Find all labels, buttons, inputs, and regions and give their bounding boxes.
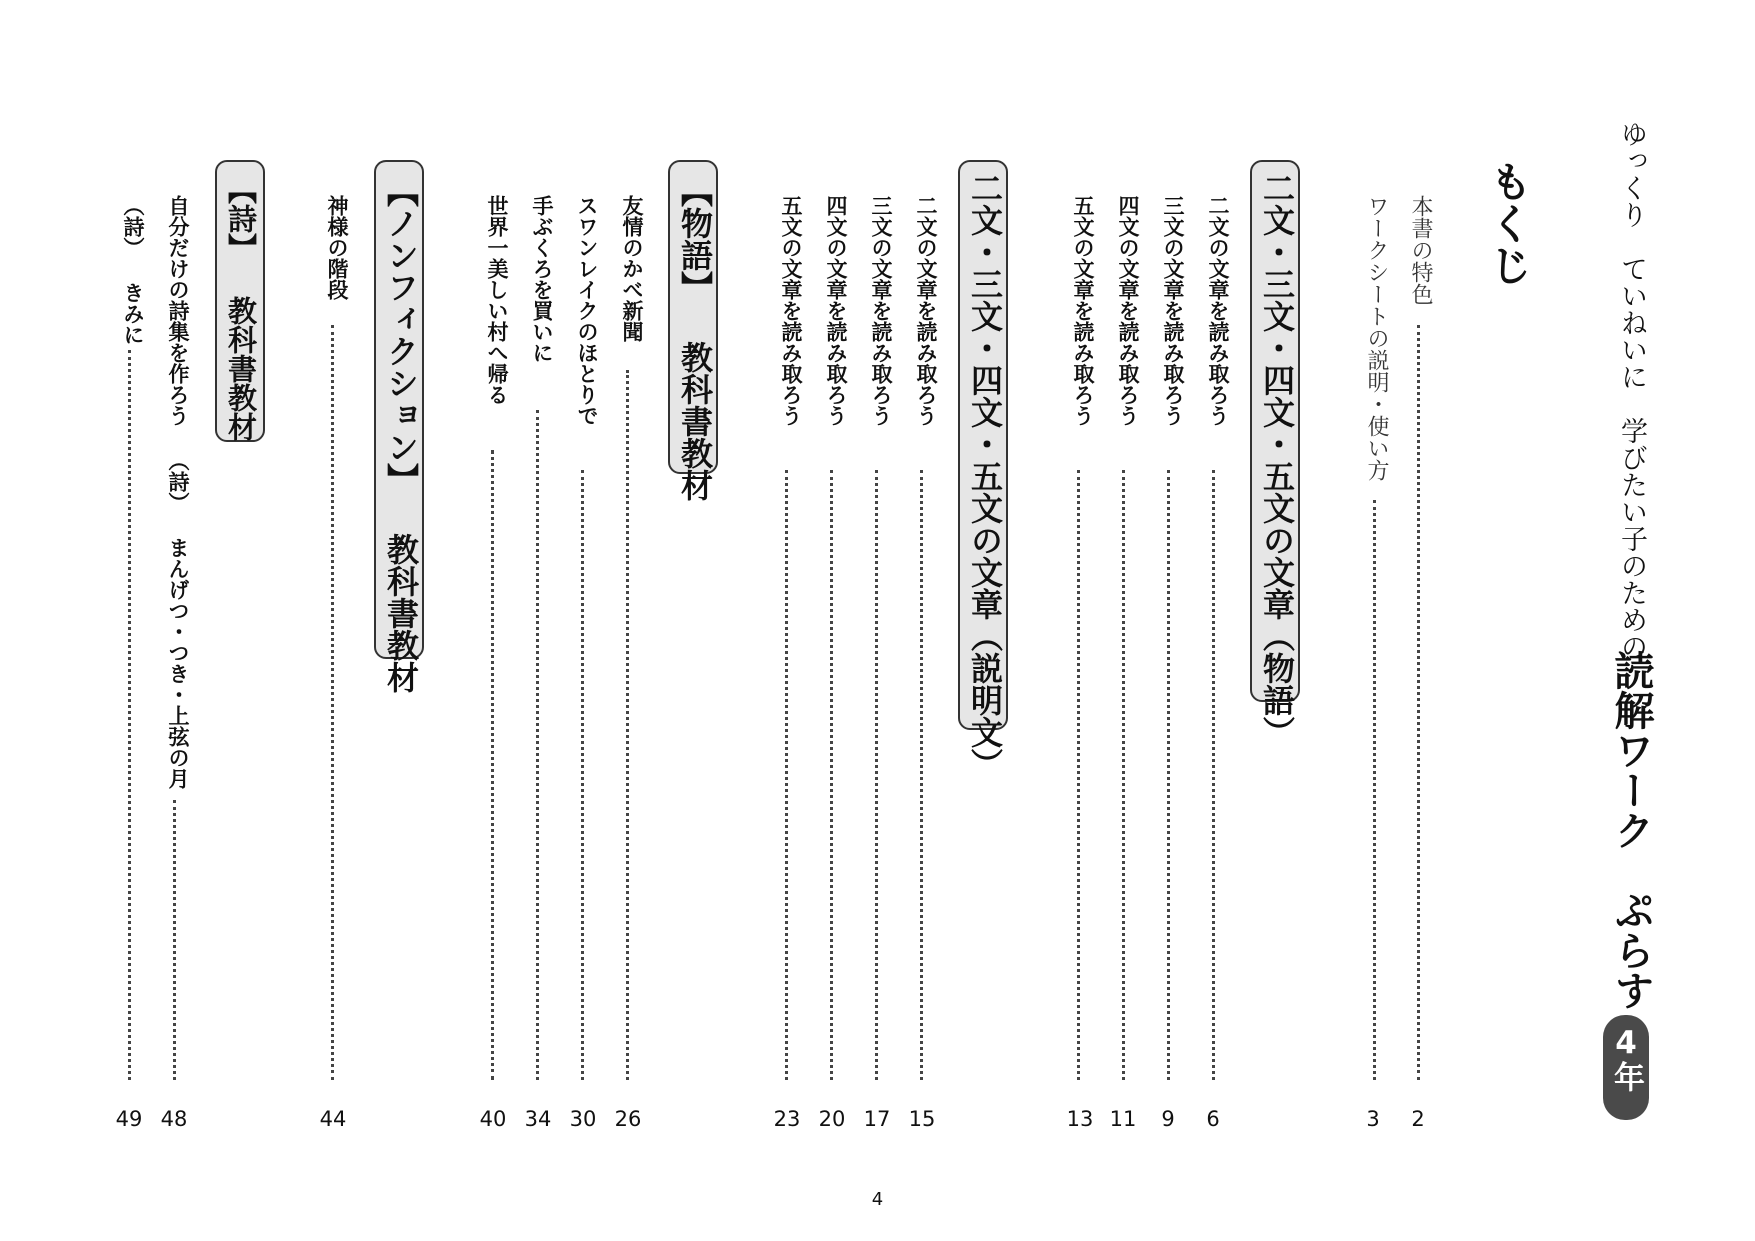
- leader-dots: [1417, 325, 1420, 1080]
- page-ref: 9: [1161, 1107, 1175, 1131]
- page-ref: 30: [569, 1107, 597, 1131]
- page-ref: 17: [863, 1107, 891, 1131]
- series-subtitle: ゆっくり ていねいに 学びたい子のための: [1616, 120, 1647, 660]
- page-number: 4: [871, 1189, 884, 1210]
- leader-dots: [491, 450, 494, 1080]
- section-title-story: 二文・三文・四文・五文の文章（物語）: [1258, 172, 1296, 748]
- page-ref: 2: [1411, 1107, 1425, 1131]
- toc-item[interactable]: 四文の文章を読み取ろう: [1116, 195, 1140, 426]
- page-ref: 26: [614, 1107, 642, 1131]
- toc-item[interactable]: 三文の文章を読み取ろう: [1161, 195, 1185, 426]
- leader-dots: [1077, 470, 1080, 1080]
- toc-item[interactable]: 二文の文章を読み取ろう: [1206, 195, 1230, 426]
- page-ref: 3: [1366, 1107, 1380, 1131]
- leader-dots: [128, 350, 131, 1080]
- grade-badge: [1603, 1015, 1649, 1120]
- toc-item[interactable]: 友情のかべ新聞: [620, 195, 644, 342]
- toc-item[interactable]: 世界一美しい村へ帰る: [485, 195, 509, 405]
- leader-dots: [1212, 470, 1215, 1080]
- toc-heading: もくじ: [1484, 160, 1533, 286]
- toc-item[interactable]: 二文の文章を読み取ろう: [914, 195, 938, 426]
- section-title-story-textbook: 【物語】 教科書教材: [676, 175, 714, 501]
- leader-dots: [785, 470, 788, 1080]
- intro-item-features[interactable]: 本書の特色: [1408, 195, 1433, 305]
- page-ref: 13: [1066, 1107, 1094, 1131]
- toc-item[interactable]: 五文の文章を読み取ろう: [1071, 195, 1095, 426]
- leader-dots: [830, 470, 833, 1080]
- leader-dots: [1373, 500, 1376, 1080]
- leader-dots: [331, 325, 334, 1080]
- toc-item[interactable]: 三文の文章を読み取ろう: [869, 195, 893, 426]
- leader-dots: [875, 470, 878, 1080]
- page-ref: 48: [160, 1107, 188, 1131]
- page-ref: 44: [319, 1107, 347, 1131]
- section-title-explanatory: 二文・三文・四文・五文の文章（説明文）: [966, 172, 1004, 780]
- toc-item[interactable]: （詩） きみに: [121, 195, 145, 345]
- leader-dots: [536, 410, 539, 1080]
- leader-dots: [173, 800, 176, 1080]
- page-ref: 20: [818, 1107, 846, 1131]
- section-title-poem: 【詩】 教科書教材: [224, 175, 258, 441]
- toc-item[interactable]: スワンレイクのほとりで: [575, 195, 599, 426]
- leader-dots: [1122, 470, 1125, 1080]
- page-ref: 40: [479, 1107, 507, 1131]
- page-ref: 6: [1206, 1107, 1220, 1131]
- page-ref: 34: [524, 1107, 552, 1131]
- grade-label: 4年: [1608, 1025, 1644, 1092]
- page-ref: 11: [1109, 1107, 1137, 1131]
- toc-item[interactable]: 四文の文章を読み取ろう: [824, 195, 848, 426]
- book-title: 読解ワーク ぷらす: [1608, 650, 1654, 1010]
- toc-item[interactable]: 五文の文章を読み取ろう: [779, 195, 803, 426]
- toc-item[interactable]: 神様の階段: [325, 195, 349, 300]
- leader-dots: [626, 370, 629, 1080]
- leader-dots: [1167, 470, 1170, 1080]
- intro-item-usage[interactable]: ワークシートの説明・使い方: [1364, 195, 1389, 481]
- page-ref: 49: [115, 1107, 143, 1131]
- leader-dots: [920, 470, 923, 1080]
- toc-item[interactable]: 自分だけの詩集を作ろう （詩） まんげつ・つき・上弦の月: [166, 195, 190, 789]
- section-title-nonfiction: 【ノンフィクション】 教科書教材: [382, 175, 420, 693]
- leader-dots: [581, 470, 584, 1080]
- page-ref: 15: [908, 1107, 936, 1131]
- page-ref: 23: [773, 1107, 801, 1131]
- toc-item[interactable]: 手ぶくろを買いに: [530, 195, 554, 363]
